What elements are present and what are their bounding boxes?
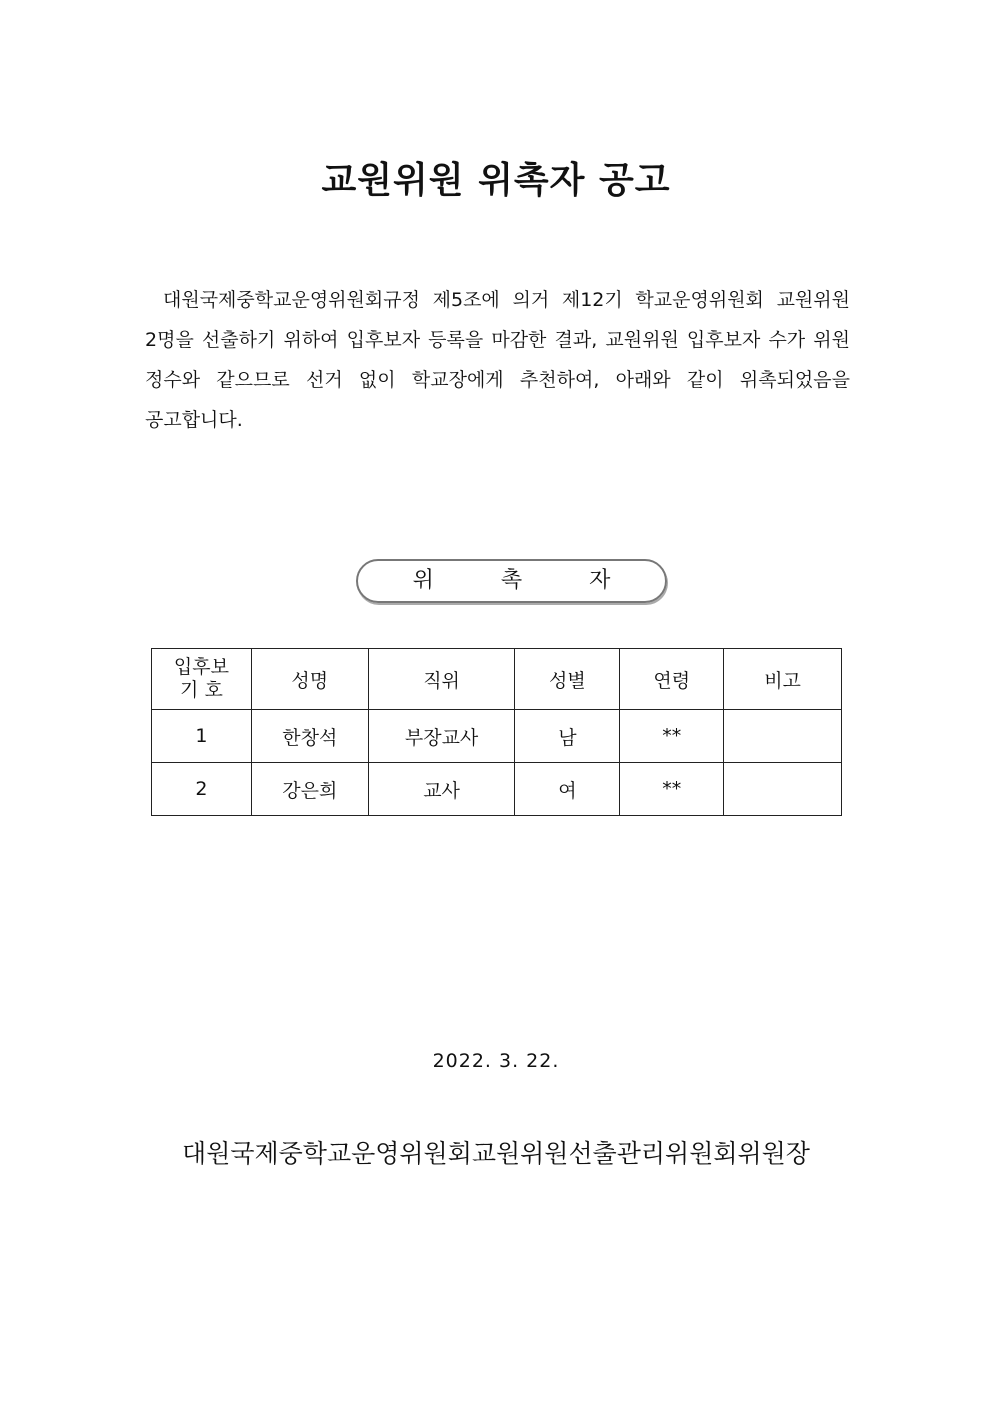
appointees-table	[151, 648, 842, 816]
cell-age: **	[620, 710, 724, 763]
header-name: 성명	[251, 649, 368, 710]
cell-gender: 여	[515, 763, 620, 816]
cell-candidate-number: 2	[152, 763, 252, 816]
cell-candidate-number: 1	[152, 710, 252, 763]
cell-name: 한창석	[251, 710, 368, 763]
cell-age: **	[620, 763, 724, 816]
cell-name: 강은희	[251, 763, 368, 816]
document-title: 교원위원 위촉자 공고	[321, 160, 671, 201]
cell-gender: 남	[515, 710, 620, 763]
cell-position: 부장교사	[368, 710, 515, 763]
cell-position: 교사	[368, 763, 515, 816]
cell-remarks	[724, 763, 842, 816]
header-candidate-number: 입후보 기 호	[152, 649, 252, 710]
table-row	[152, 763, 842, 816]
announcement-date: 2022. 3. 22.	[432, 1050, 560, 1072]
header-gender: 성별	[515, 649, 620, 710]
header-age: 연령	[620, 649, 724, 710]
issuer-signature: 대원국제중학교운영위원회교원위원선출관리위원회위원장	[182, 1139, 810, 1168]
section-label: 위 촉 자	[356, 559, 667, 603]
table-row	[152, 710, 842, 763]
announcement-body: 대원국제중학교운영위원회규정 제5조에 의거 제12기 학교운영위원회 교원위원 2명을 선출하기 위하여 입후보자 등록을 마감한 결과, 교원위원 입후보자 수가 위원 정수와 같으므로 선거 없이 학교장에게 추천하여, 아래와 같이 위촉되었음을 공고합니다.	[145, 289, 850, 431]
cell-remarks	[724, 710, 842, 763]
header-remarks: 비고	[724, 649, 842, 710]
header-position: 직위	[368, 649, 515, 710]
table-header-row	[152, 649, 842, 710]
